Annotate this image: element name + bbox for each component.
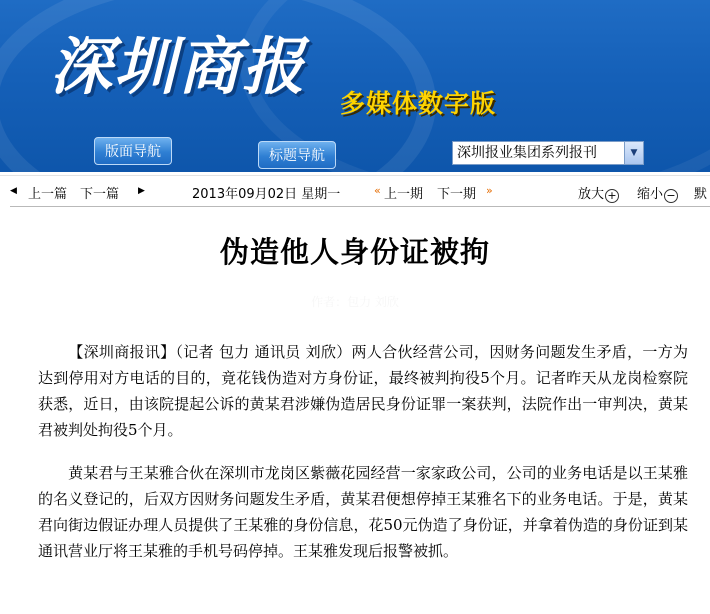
prev-article-link[interactable]: 上一篇 [28, 187, 68, 202]
prev-issue-link[interactable]: 上一期 [384, 187, 424, 202]
layout-nav-button[interactable]: 版面导航 [94, 137, 172, 165]
article-paragraph [38, 460, 688, 564]
plus-icon: + [605, 189, 619, 203]
double-left-arrow-icon: « [374, 184, 381, 197]
issue-date: 2013年09月02日 星期一 [192, 187, 341, 202]
edition-title: 多媒体数字版 [340, 89, 497, 118]
article-paragraph-text: 黄某君与王某雅合伙在深圳市龙岗区紫薇花园经营一家家政公司，公司的业务电话是以王某雅的名义登记的，后双方因财务问题发生矛盾，黄某君便想停掉王某雅名下的业务电话。于是，黄某君向街边假证办理人员提供了王某雅的身份信息，花50元伪造了身份证，并拿着伪造的身份证到某通讯营业厅将王某雅的手机号码停掉。王某雅发现后报警被抓。 [38, 464, 688, 560]
right-arrow-icon[interactable]: ▶ [138, 186, 145, 196]
toolbar-divider [10, 206, 710, 207]
article-headline: 伪造他人身份证被拘 [219, 235, 490, 269]
newspaper-group-select-value: 深圳报业集团系列报刊 [457, 145, 597, 161]
next-article-link[interactable]: 下一篇 [80, 187, 120, 202]
title-nav-button[interactable]: 标题导航 [258, 141, 336, 169]
masthead-banner [0, 0, 710, 172]
zoom-in-label: 放大 [578, 187, 605, 202]
article-paragraph [38, 339, 688, 443]
article-paragraph-text: 【深圳商报讯】（记者 包力 通讯员 刘欣）两人合伙经营公司，因财务问题发生矛盾，一方为达到停用对方电话的目的，竟花钱伪造对方身份证，最终被判拘役5个月。记者昨天从龙岗检察院获悉，近日，由该院提起公诉的黄某君涉嫌伪造居民身份证罪一案获判，法院作出一审判决，黄某君被判处拘役5个月。 [38, 343, 688, 439]
zoom-in-button[interactable] [578, 183, 619, 203]
left-arrow-icon[interactable]: ◀ [10, 186, 17, 196]
next-issue-link[interactable]: 下一期 [437, 187, 477, 202]
chevron-down-icon[interactable]: ▼ [624, 142, 643, 164]
article-toolbar [0, 175, 710, 206]
newspaper-group-select[interactable] [452, 141, 644, 165]
newspaper-logo: 深圳商报 [50, 30, 307, 103]
article-byline: 作者：包力 刘欣 [311, 295, 399, 309]
zoom-out-button[interactable] [637, 183, 678, 203]
minus-icon: − [664, 189, 678, 203]
reset-zoom-button[interactable]: 默 [694, 187, 708, 202]
double-right-arrow-icon: » [486, 184, 493, 197]
zoom-out-label: 缩小 [637, 187, 664, 202]
